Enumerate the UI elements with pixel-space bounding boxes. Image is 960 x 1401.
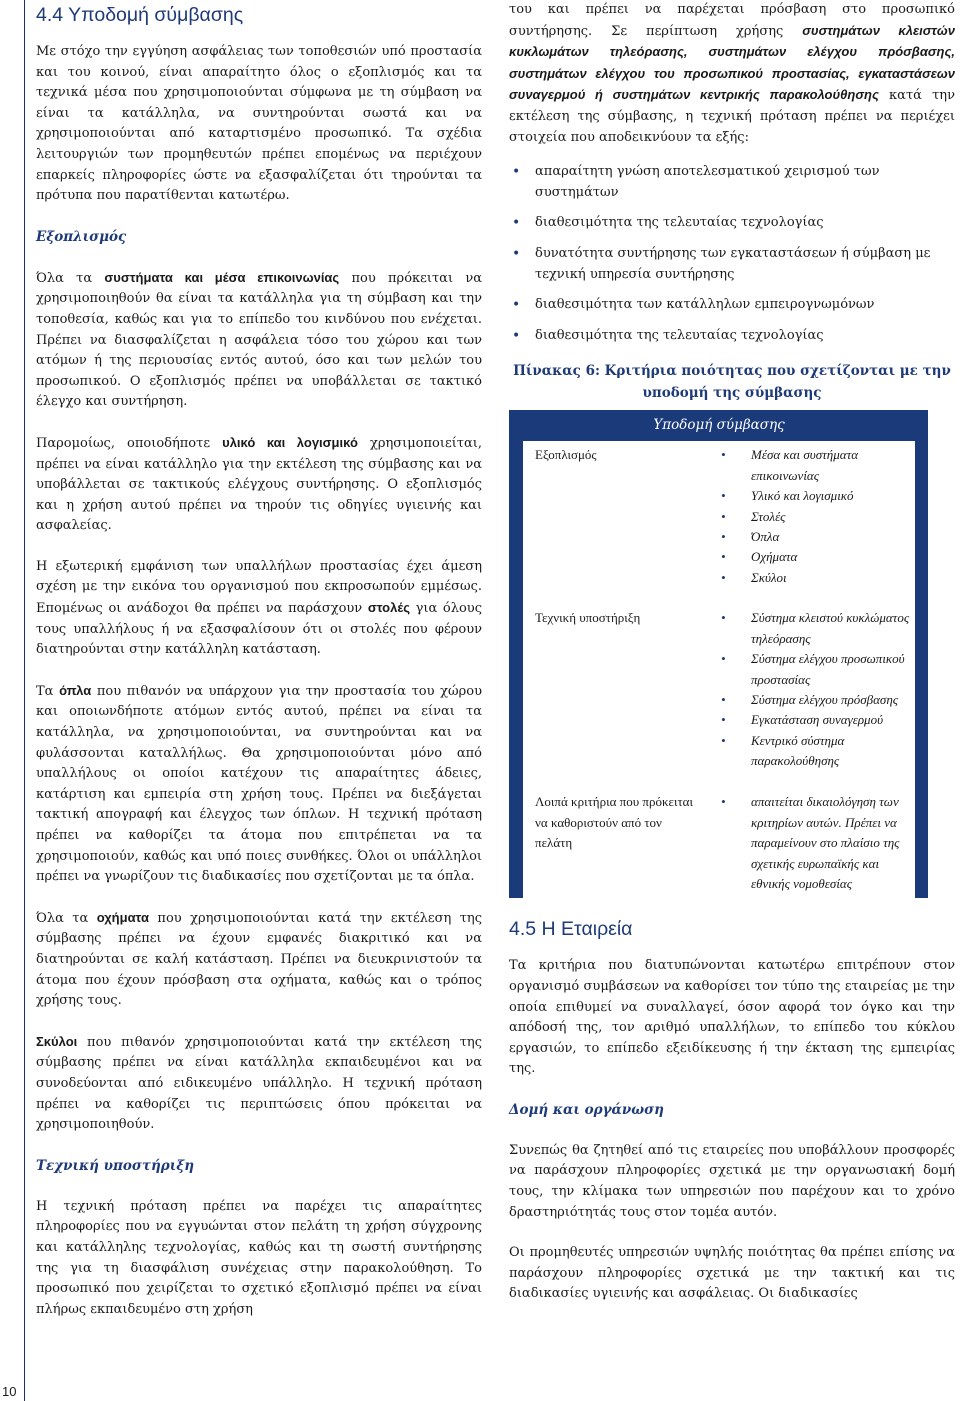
page-number: 10	[2, 1384, 17, 1399]
paragraph-material: Παρομοίως, οποιοδήποτε υλικό και λογισμικό χρησιμοποιείται, πρέπει να είναι κατάλληλο για την εκτέλεση της σύμβασης και να υποβάλλεται σε τακτικούς ελέγχους συντήρησης. Ο εξοπλισμός και η χρήση αυτού πρέπει να τηρούν τις οδηγίες υγιεινής και ασφαλείας.	[36, 434, 483, 534]
list-item: • διαθεσιμότητα της τελευταίας τεχνολογίας	[509, 326, 955, 347]
table-body	[523, 441, 915, 898]
left-column	[36, 0, 482, 1320]
table-item: • Σύστημα κλειστού κυκλώματος τηλεόρασης	[713, 608, 915, 649]
paragraph-suppliers: Οι προμηθευτές υπηρεσιών υψηλής ποιότητας θα πρέπει επίσης να παράσχουν πληροφορίες σχετικά με την τακτική και τις διαδικασίες υγιεινής και ασφάλειας. Οι διαδικασίες	[509, 1245, 955, 1302]
paragraph-weapons: Τα όπλα που πιθανόν να υπάρχουν για την προστασία του χώρου και οποιωνδήποτε ατόμων εντός αυτού, πρέπει να είναι τα κατάλληλα, να χρησιμοποιούνται, να συντηρούνται και να φυλάσσονται καταλλήλως. Θα χρησιμοποιούνται μόνο από υπαλλήλους οι οποίοι κατέχουν τις απαραίτητες άδειες, κατάρτιση και εμπειρία στη χρήση τους. Πρέπει να διεξάγεται τακτική απογραφή και έλεγχος των όπλων. Η τεχνική πρόταση πρέπει να καθορίζει τα άτομα που επιτρέπεται να τα χρησιμοποιούν, καθώς και υπό ποιες συνθήκες. Όλοι οι υπάλληλοι πρέπει να γνωρίζουν τις διαδικασίες που σχετίζονται με τα όπλα.	[36, 682, 483, 885]
list-item: • απαραίτητη γνώση αποτελεσματικού χειρισμού των συστημάτων	[509, 162, 955, 203]
table-category: Λοιπά κριτήρια που πρόκειται να καθοριστούν από τον πελάτη	[535, 794, 693, 851]
right-column	[509, 0, 955, 1305]
list-item: • διαθεσιμότητα της τελευταίας τεχνολογίας	[509, 213, 955, 234]
table-item: • Όπλα	[713, 527, 915, 547]
requirements-list	[509, 162, 955, 346]
table-caption: Πίνακας 6: Κριτήρια ποιότητας που σχετίζονται με την υποδομή της σύμβασης	[513, 363, 951, 402]
paragraph-continuation: του και πρέπει να παρέχεται πρόσβαση στο προσωπικό συντήρησης. Σε περίπτωση χρήσης συστημάτων κλειστών κυκλωμάτων τηλεόρασης, συστημάτων ελέγχου πρόσβασης, συστημάτων ελέγχου του προσωπικού προστασίας, εγκαταστάσεων συναγερμού ή συστημάτων κεντρικής παρακολούθησης κατά την εκτέλεση της σύμβασης, η τεχνική πρόταση πρέπει να περιέχει στοιχεία που αποδεικνύουν τα εξής:	[509, 2, 955, 145]
table-item: • Εγκατάσταση συναγερμού	[713, 710, 915, 730]
page-margin-rule	[24, 0, 25, 1401]
paragraph-technical-support: Η τεχνική πρόταση πρέπει να παρέχει τις απαραίτητες πληροφορίες που να εγγυώνται στον πελάτη τη χρήση σύγχρονης και κατάλληλης τεχνολογίας, καθώς και τη σωστή συντήρησης της για τη διασφάλιση συνέχειας στην παρακολούθηση. Το προσωπικό που χειρίζεται το σχετικό εξοπλισμό πρέπει να είναι πλήρως εκπαιδευμένο στη χρήση	[36, 1198, 482, 1317]
table-item: • Κεντρικό σύστημα παρακολούθησης	[713, 731, 915, 772]
intro-paragraph: Με στόχο την εγγύηση ασφάλειας των τοποθεσιών υπό προστασία και του κοινού, είναι απαραίτητο όλος ο εξοπλισμός και τα τεχνικά μέσα που χρησιμοποιούνται σύμφωνα με τη σύμβαση να είναι τα κατάλληλα, να συντηρούνται σωστά και να χρησιμοποιούνται από καταρτισμένο προσωπικό. Τα σχέδια λειτουργιών των προμηθευτών πρέπει επομένως να περιέχουν επαρκείς πληροφορίες ώστε να εξασφαλίζεται ότι τηρούνται τα πρότυπα που παρατίθενται κατωτέρω.	[36, 44, 482, 204]
paragraph-dogs: Σκύλοι που πιθανόν χρησιμοποιούνται κατά την εκτέλεση της σύμβασης πρέπει να είναι κατάλληλα εκπαιδευμένοι και να συνοδεύονται από ειδικευμένο υπάλληλο. Η τεχνική πρόταση πρέπει να καθορίζει τις περιπτώσεις όπου πρόκειται να χρησιμοποιηθούν.	[36, 1033, 482, 1133]
table-item: • Μέσα και συστήματα επικοινωνίας	[713, 445, 915, 486]
table-item: • Στολές	[713, 507, 915, 527]
table-item: • Σκύλοι	[713, 568, 915, 588]
list-item: • δυνατότητα συντήρησης των εγκαταστάσεων ή σύμβαση με τεχνική υπηρεσία συντήρησης	[509, 244, 955, 285]
table-row	[523, 445, 915, 588]
table-item: • Οχήματα	[713, 547, 915, 567]
paragraph-vehicles: Όλα τα οχήματα που χρησιμοποιούνται κατά την εκτέλεση της σύμβασης πρέπει να έχουν εμφανές διακριτικό και να διατηρούνται σε καλή κατάσταση. Πρέπει να διευκρινιστούν τα άτομα που έχουν πρόσβαση στα οχήματα, καθώς και ο τρόπος χρήσης τους.	[36, 909, 483, 1009]
paragraph-appearance: Η εξωτερική εμφάνιση των υπαλλήλων προστασίας έχει άμεση σχέση με την εικόνα του οργανισμού που εκπροσωπούν εμμέσως. Επομένως οι ανάδοχοι θα πρέπει να παράσχουν στολές για όλους τους υπαλλήλους ή να εξασφαλίσουν ότι οι στολές που φέρουν διατηρούνται στην κατάλληλη κατάσταση.	[36, 558, 482, 658]
criteria-table	[509, 410, 928, 898]
table-row	[523, 792, 915, 894]
table-row	[523, 608, 915, 771]
subheading-technical-support: Τεχνική υποστήριξη	[36, 1157, 195, 1174]
table-title: Υποδομή σύμβασης	[653, 417, 785, 434]
subheading-equipment: Εξοπλισμός	[36, 228, 127, 245]
paragraph-structure: Συνεπώς θα ζητηθεί από τις εταιρείες που υποβάλλουν προσφορές να παράσχουν πληροφορίες σχετικά με την οργανωσιακή δομή τους, την κλίμακα των υπηρεσιών που παρέχουν και το χρόνο δραστηριότητάς τους στον τομέα αυτόν.	[509, 1142, 955, 1220]
table-item: • Υλικό και λογισμικό	[713, 486, 915, 506]
table-category: Τεχνική υποστήριξη	[535, 610, 641, 626]
list-item: • διαθεσιμότητα των κατάλληλων εμπειρογνωμόνων	[509, 295, 955, 316]
subheading-structure: Δομή και οργάνωση	[509, 1101, 664, 1118]
paragraph-company: Τα κριτήρια που διατυπώνονται κατωτέρω επιτρέπουν στον οργανισμό συμβάσεων να καθορίσει τον τύπο της εταιρείας με την οποία επιθυμεί να συναλλαγεί, όσον αφορά τον όγκο και την απόδοσή της, τον αριθμό υπαλλήλων, το επίπεδο του κύκλου εργασιών, το επίπεδο εξειδίκευσης ή την έκταση της εμπειρίας της.	[509, 958, 955, 1077]
section-heading-4-5: 4.5 Η Εταιρεία	[509, 918, 633, 941]
section-heading-4-4: 4.4 Υποδομή σύμβασης	[36, 4, 244, 26]
table-item: • Σύστημα ελέγχου προσωπικού προστασίας	[713, 649, 915, 690]
table-category: Εξοπλισμός	[535, 447, 597, 463]
table-item: • απαιτείται δικαιολόγηση των κριτηρίων αυτών. Πρέπει να παραμείνουν στο πλαίσιο της σχετικής ευρωπαϊκής και εθνικής νομοθεσίας	[713, 792, 915, 894]
table-item: • Σύστημα ελέγχου πρόσβασης	[713, 690, 915, 710]
paragraph-systems: Όλα τα συστήματα και μέσα επικοινωνίας που πρόκειται να χρησιμοποιηθούν θα είναι τα κατάλληλα για τη σύμβαση και την τοποθεσία, καθώς και για το επίπεδο του κινδύνου που ενέχεται. Πρέπει να διασφαλίζεται η ασφάλεια τόσο του χώρου και των ατόμων ή της περιουσίας εντός αυτού, όσο και των μελών του προσωπικού. Ο εξοπλισμός πρέπει να υποβάλλεται σε τακτικό έλεγχο και συντήρηση.	[36, 269, 483, 410]
